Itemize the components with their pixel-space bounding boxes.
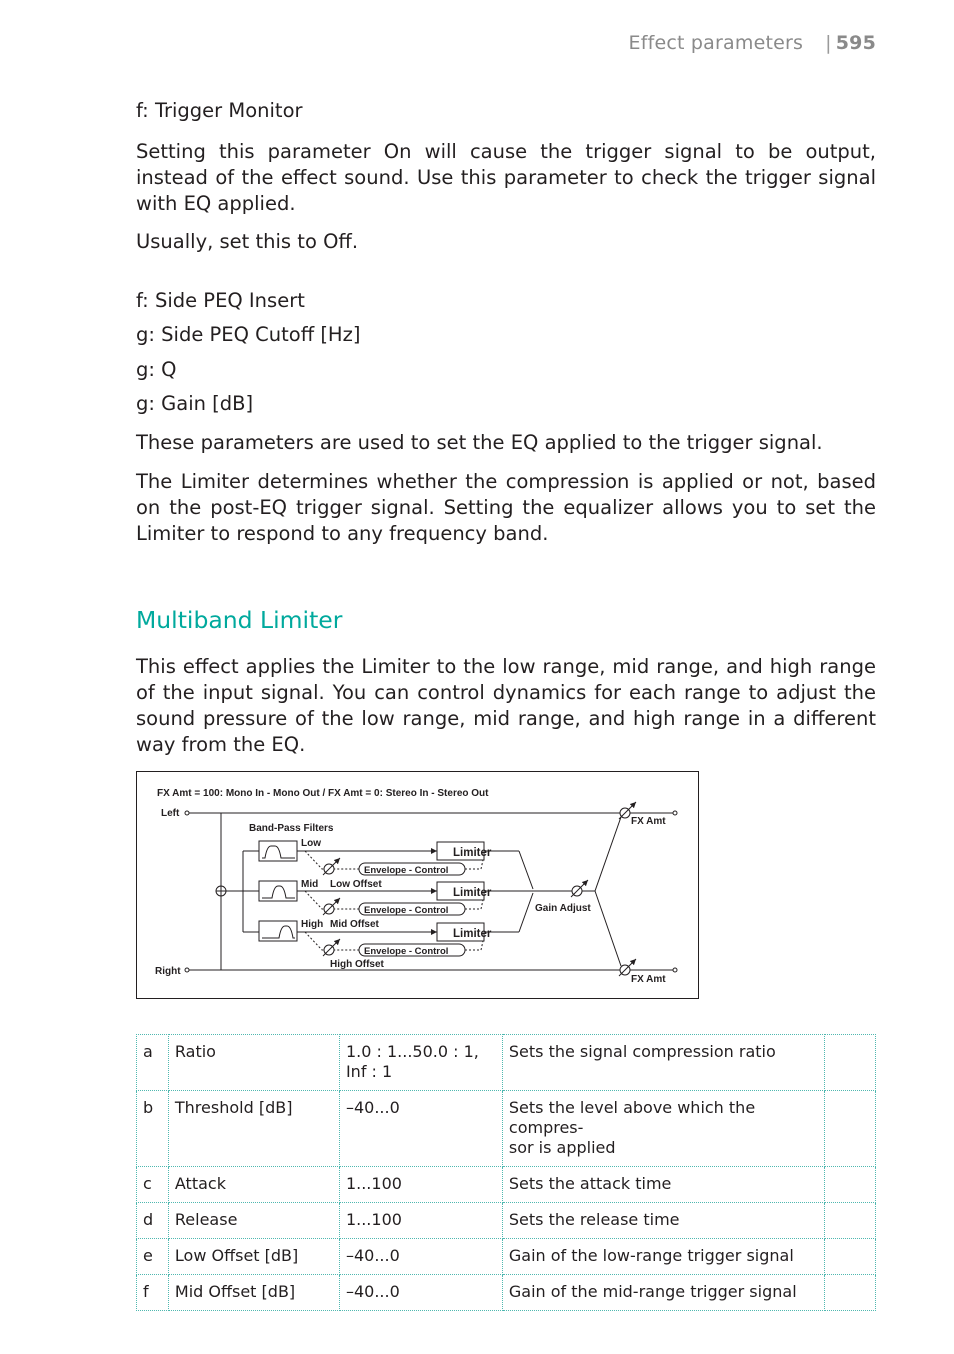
- diagram-limiter-low: Limiter: [453, 847, 492, 859]
- diagram-fx-amt-top: FX Amt: [631, 816, 666, 827]
- param-extra: [825, 1203, 876, 1239]
- param-name: Threshold [dB]: [168, 1091, 339, 1167]
- param-extra: [825, 1239, 876, 1275]
- param-description: Gain of the mid-range trigger signal: [502, 1275, 825, 1311]
- page-number: 595: [835, 32, 876, 54]
- param-name: Release: [168, 1203, 339, 1239]
- table-row: [137, 1091, 876, 1167]
- param-range: 1...100: [339, 1203, 502, 1239]
- param-description: Sets the signal compression ratio: [502, 1035, 825, 1091]
- param-extra: [825, 1167, 876, 1203]
- param-range: –40...0: [339, 1275, 502, 1311]
- header-separator: |: [825, 32, 832, 54]
- page-header: [629, 32, 877, 54]
- table-row: [137, 1203, 876, 1239]
- param-description: Gain of the low-range trigger signal: [502, 1239, 825, 1275]
- param-name: Attack: [168, 1167, 339, 1203]
- diagram-fx-amt-bottom: FX Amt: [631, 974, 666, 985]
- side-peq-q-heading: g: Q: [136, 358, 177, 381]
- table-row: [137, 1239, 876, 1275]
- param-id: d: [137, 1203, 169, 1239]
- trigger-monitor-para2: Usually, set this to Off.: [136, 230, 359, 253]
- side-peq-insert-heading: f: Side PEQ Insert: [136, 289, 305, 312]
- side-peq-gain-heading: g: Gain [dB]: [136, 392, 254, 415]
- diagram-low-label: Low: [301, 838, 321, 849]
- param-description: Sets the attack time: [502, 1167, 825, 1203]
- param-id: a: [137, 1035, 169, 1091]
- diagram-caption: FX Amt = 100: Mono In - Mono Out / FX Amt = 0: Stereo In - Stereo Out: [157, 788, 489, 799]
- param-id: c: [137, 1167, 169, 1203]
- block-diagram: [136, 771, 699, 999]
- diagram-envelope-high: Envelope - Control: [364, 946, 449, 957]
- diagram-left-label: Left: [161, 808, 180, 819]
- param-id: e: [137, 1239, 169, 1275]
- diagram-band-pass-label: Band-Pass Filters: [249, 823, 334, 834]
- param-description: Sets the release time: [502, 1203, 825, 1239]
- param-id: b: [137, 1091, 169, 1167]
- table-row: [137, 1167, 876, 1203]
- side-peq-para2: The Limiter determines whether the compression is applied or not, based on the post-EQ trigger signal. Setting the equalizer allows you to set the Limiter to respond to any frequency band.: [136, 470, 876, 545]
- multiband-limiter-para: This effect applies the Limiter to the low range, mid range, and high range of the input signal. You can control dynamics for each range to adjust the sound pressure of the low range, mid range, and high range in a different way from the EQ.: [136, 655, 876, 756]
- param-range: 1.0 : 1...50.0 : 1, Inf : 1: [339, 1035, 502, 1091]
- table-row: [137, 1035, 876, 1091]
- table-row: [137, 1275, 876, 1311]
- block-diagram-svg: [137, 772, 700, 1000]
- side-peq-cutoff-heading: g: Side PEQ Cutoff [Hz]: [136, 323, 361, 346]
- diagram-high-label: High: [301, 919, 324, 930]
- diagram-limiter-high: Limiter: [453, 928, 492, 940]
- param-extra: [825, 1091, 876, 1167]
- param-id: f: [137, 1275, 169, 1311]
- diagram-right-label: Right: [155, 966, 181, 977]
- param-extra: [825, 1275, 876, 1311]
- parameter-table: [136, 1034, 876, 1311]
- diagram-limiter-mid: Limiter: [453, 887, 492, 899]
- diagram-high-offset: High Offset: [330, 959, 384, 970]
- diagram-envelope-mid: Envelope - Control: [364, 905, 449, 916]
- param-name: Low Offset [dB]: [168, 1239, 339, 1275]
- diagram-mid-label: Mid: [301, 879, 319, 890]
- header-section: Effect parameters: [628, 32, 804, 54]
- param-range: –40...0: [339, 1239, 502, 1275]
- param-extra: [825, 1035, 876, 1091]
- param-description: Sets the level above which the compres- sor is applied: [502, 1091, 825, 1167]
- param-range: 1...100: [339, 1167, 502, 1203]
- multiband-limiter-title: Multiband Limiter: [136, 606, 343, 634]
- trigger-monitor-para1: Setting this parameter On will cause the trigger signal to be output, instead of the effect sound. Use this parameter to check the trigger signal with EQ applied.: [136, 140, 876, 215]
- trigger-monitor-heading: f: Trigger Monitor: [136, 99, 303, 122]
- diagram-low-offset: Low Offset: [330, 879, 382, 890]
- param-range: –40...0: [339, 1091, 502, 1167]
- side-peq-para1: These parameters are used to set the EQ applied to the trigger signal.: [136, 431, 823, 454]
- param-name: Ratio: [168, 1035, 339, 1091]
- param-name: Mid Offset [dB]: [168, 1275, 339, 1311]
- diagram-envelope-low: Envelope - Control: [364, 865, 449, 876]
- diagram-gain-adjust: Gain Adjust: [535, 903, 591, 914]
- diagram-mid-offset: Mid Offset: [330, 919, 379, 930]
